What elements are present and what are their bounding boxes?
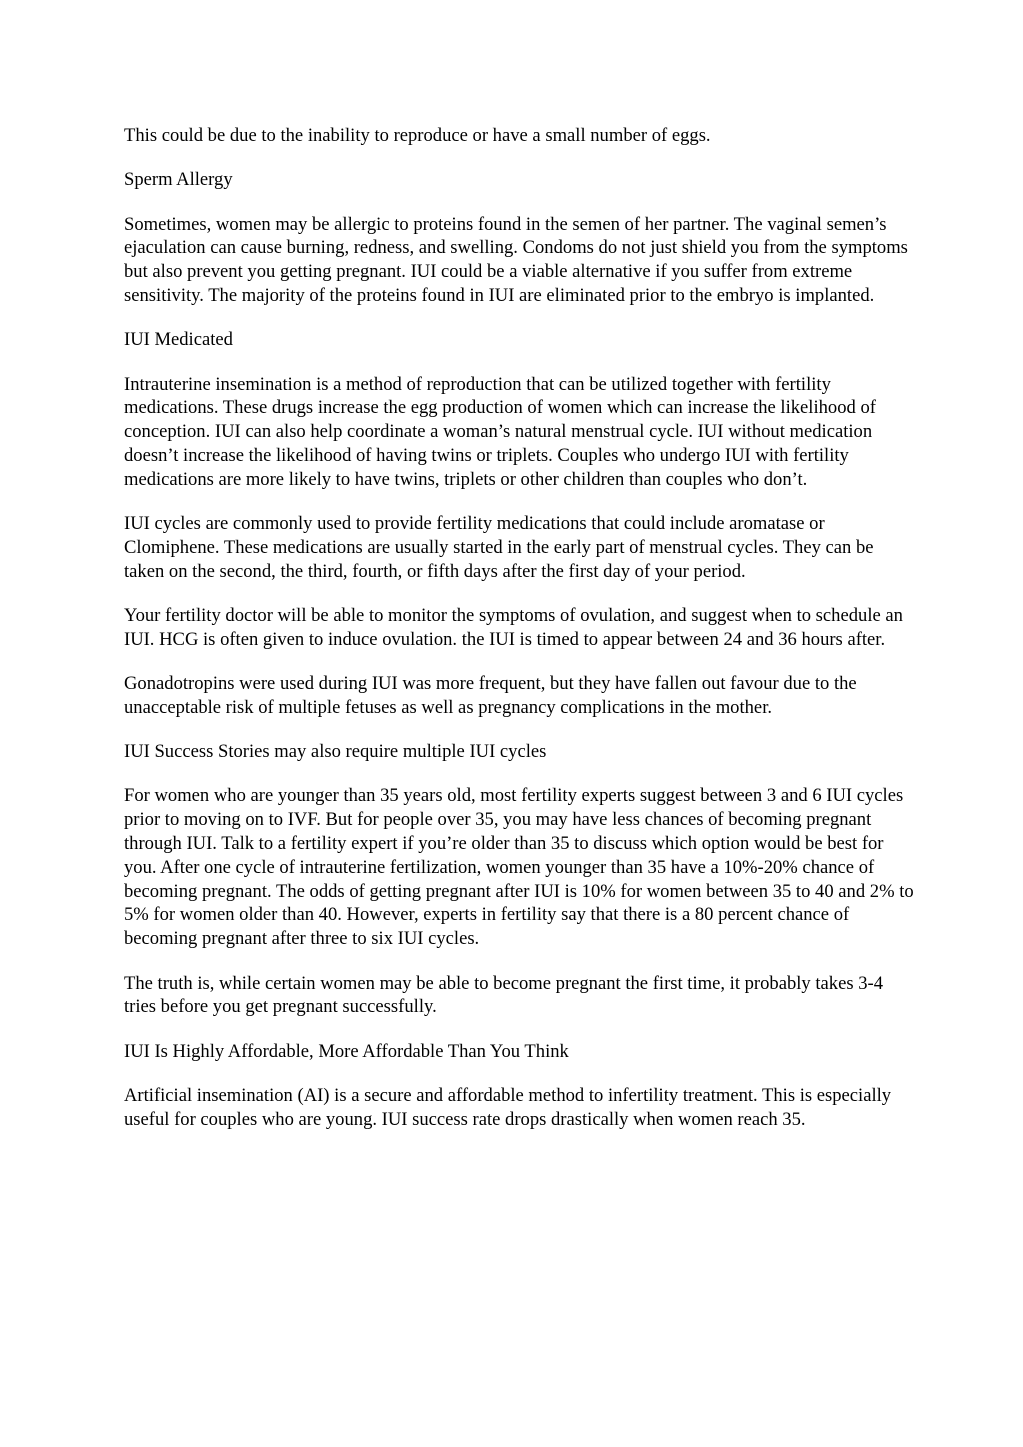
heading-iui-success-stories: IUI Success Stories may also require multiple IUI cycles — [124, 741, 547, 763]
paragraph-ovulation-monitoring: Your fertility doctor will be able to monitor the symptoms of ovulation, and suggest when to schedule an IUI. HCG is often given to induce ovulation. the IUI is timed to appear between 24 and 36 hours after. — [124, 604, 903, 650]
heading-iui-affordable: IUI Is Highly Affordable, More Affordable Than You Think — [124, 1040, 569, 1062]
paragraph-iui-cycles: IUI cycles are commonly used to provide fertility medications that could include aromatase or Clomiphene. These medications are usually started in the early part of menstrual cycles. They can be taken on the second, the third, fourth, or fifth days after the first day of your period. — [124, 513, 874, 582]
paragraph-truth: The truth is, while certain women may be able to become pregnant the first time, it probably takes 3-4 tries before you get pregnant successfully. — [124, 972, 884, 1018]
paragraph-intro: This could be due to the inability to reproduce or have a small number of eggs. — [124, 125, 711, 146]
document-page — [124, 124, 914, 1152]
paragraph-iui-medicated: Intrauterine insemination is a method of reproduction that can be utilized together with fertility medications. These drugs increase the egg production of women which can increase the likelihood of conception. IUI can also help coordinate a woman’s natural menstrual cycle. IUI without medication doesn’t increase the likelihood of having twins or triplets. Couples who undergo IUI with fertility medications are more likely to have twins, triplets or other children than couples who don’t. — [124, 373, 876, 490]
paragraph-sperm-allergy: Sometimes, women may be allergic to proteins found in the semen of her partner. The vaginal semen’s ejaculation can cause burning, redness, and swelling. Condoms do not just shield you from the symptoms but also prevent you getting pregnant. IUI could be a viable alternative if you suffer from extreme sensitivity. The majority of the proteins found in IUI are eliminated prior to the embryo is implanted. — [124, 213, 908, 306]
paragraph-artificial-insemination: Artificial insemination (AI) is a secure and affordable method to infertility treatment. This is especially useful for couples who are young. IUI success rate drops drastically when women reach 35. — [124, 1084, 892, 1130]
paragraph-success-rates: For women who are younger than 35 years old, most fertility experts suggest between 3 and 6 IUI cycles prior to moving on to IVF. But for people over 35, you may have less chances of becoming pregnant through IUI. Talk to a fertility expert if you’re older than 35 to discuss which option would be best for you. After one cycle of intrauterine fertilization, women younger than 35 have a 10%-20% chance of becoming pregnant. The odds of getting pregnant after IUI is 10% for women between 35 to 40 and 2% to 5% for women older than 40. However, experts in fertility say that there is a 80 percent chance of becoming pregnant after three to six IUI cycles. — [124, 785, 914, 950]
heading-sperm-allergy: Sperm Allergy — [124, 169, 233, 191]
paragraph-gonadotropins: Gonadotropins were used during IUI was more frequent, but they have fallen out favour due to the unacceptable risk of multiple fetuses as well as pregnancy complications in the mother. — [124, 673, 857, 718]
heading-iui-medicated: IUI Medicated — [124, 329, 233, 351]
